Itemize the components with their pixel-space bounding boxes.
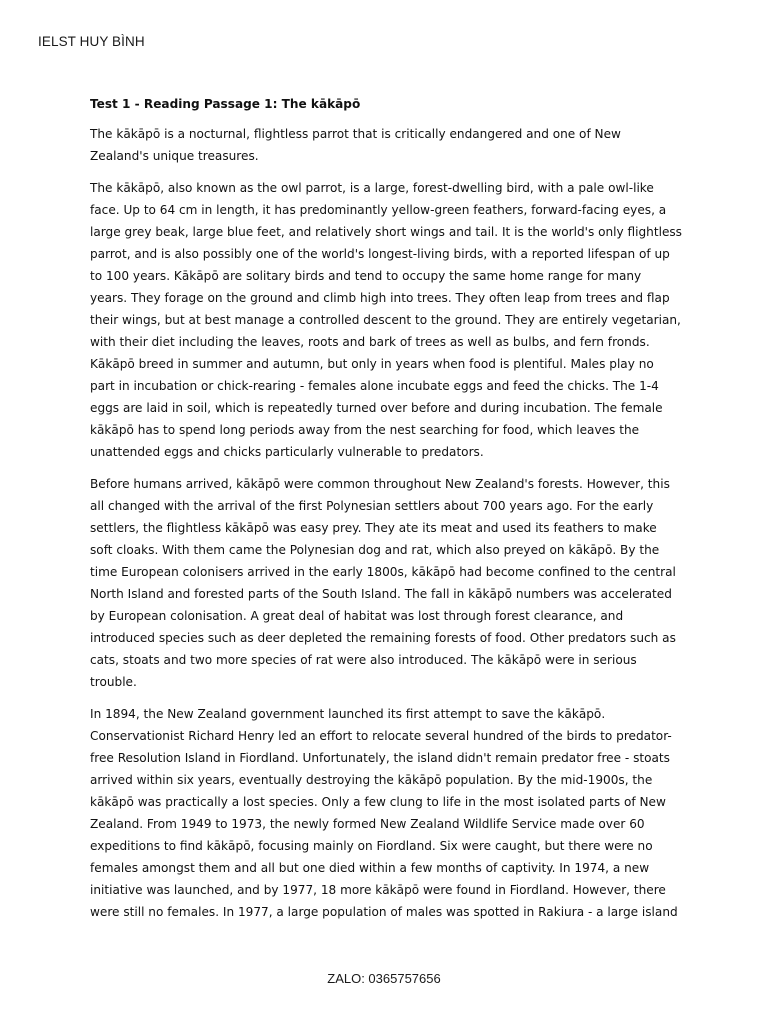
- passage-title: Test 1 - Reading Passage 1: The kākāpō: [90, 97, 361, 111]
- passage-paragraph-2: The kākāpō, also known as the owl parrot, is a large, forest-dwelling bird, with a pale owl-like face. Up to 64 cm in length, it has predominantly yellow-green feathers, forward-facing eyes, a large grey beak, large blue feet, and relatively short wings and tail. It is the world's only flightless parrot, and is also possibly one of the world's longest-living birds, with a reported lifespan of up to 100 years. Kākāpō are solitary birds and tend to occupy the same home range for many years. They forage on the ground and climb high into trees. They often leap from trees and flap their wings, but at best manage a controlled descent to the ground. They are entirely vegetarian, with their diet including the leaves, roots and bark of trees as well as bulbs, and fern fronds. Kākāpō breed in summer and autumn, but only in years when food is plentiful. Males play no part in incubation or chick-rearing - females alone incubate eggs and feed the chicks. The 1-4 eggs are laid in soil, which is repeatedly turned over before and during incubation. The female kākāpō has to spend long periods away from the nest searching for food, which leaves the unattended eggs and chicks particularly vulnerable to predators.: [90, 181, 682, 459]
- passage-paragraph-3: Before humans arrived, kākāpō were common throughout New Zealand's forests. However, this all changed with the arrival of the first Polynesian settlers about 700 years ago. For the early settlers, the flightless kākāpō was easy prey. They ate its meat and used its feathers to make soft cloaks. With them came the Polynesian dog and rat, which also preyed on kākāpō. By the time European colonisers arrived in the early 1800s, kākāpō had become confined to the central North Island and forested parts of the South Island. The fall in kākāpō numbers was accelerated by European colonisation. A great deal of habitat was lost through forest clearance, and introduced species such as deer depleted the remaining forests of food. Other predators such as cats, stoats and two more species of rat were also introduced. The kākāpō were in serious trouble.: [90, 477, 676, 689]
- page-footer: ZALO: 0365757656: [327, 971, 441, 986]
- page-header: IELST HUY BÌNH: [38, 34, 145, 49]
- passage-paragraph-1: The kākāpō is a nocturnal, flightless parrot that is critically endangered and one of New Zealand's unique treasures.: [90, 127, 621, 163]
- passage-content: [90, 93, 682, 933]
- passage-paragraph-4: In 1894, the New Zealand government launched its first attempt to save the kākāpō. Conservationist Richard Henry led an effort to relocate several hundred of the birds to predator-free Resolution Island in Fiordland. Unfortunately, the island didn't remain predator free - stoats arrived within six years, eventually destroying the kākāpō population. By the mid-1900s, the kākāpō was practically a lost species. Only a few clung to life in the most isolated parts of New Zealand. From 1949 to 1973, the newly formed New Zealand Wildlife Service made over 60 expeditions to find kākāpō, focusing mainly on Fiordland. Six were caught, but there were no females amongst them and all but one died within a few months of captivity. In 1974, a new initiative was launched, and by 1977, 18 more kākāpō were found in Fiordland. However, there were still no females. In 1977, a large population of males was spotted in Rakiura - a large island: [90, 707, 678, 919]
